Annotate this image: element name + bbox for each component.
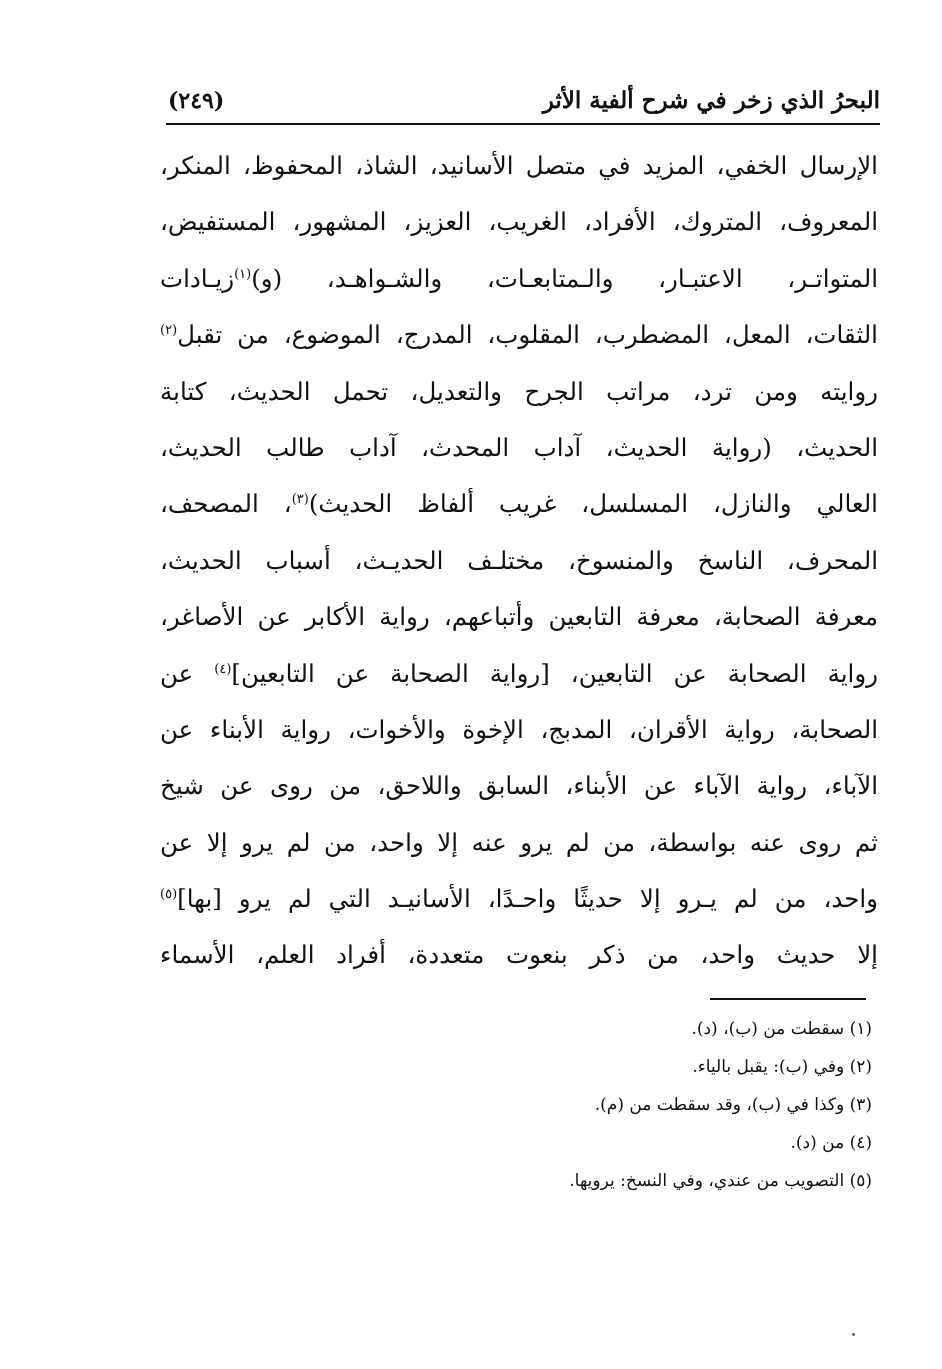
body-line: ثم روى عنه بواسطة، من لم يرو عنه إلا واحد، من لم يرو إلا عن — [160, 827, 878, 857]
body-line: الصحابة، رواية الأقران، المدبج، الإخوة والأخوات، رواية الأبناء عن — [160, 714, 878, 744]
footnote-marker: (٤) — [214, 661, 232, 677]
footnote-marker: (٢) — [160, 323, 178, 339]
footnotes — [152, 1010, 872, 1200]
body-line: الحديث، (رواية الحديث، آداب المحدث، آداب طالب الحديث، — [160, 432, 878, 462]
body-line: الآباء، رواية الآباء عن الأبناء، السابق واللاحق، من روى عن شيخ — [160, 771, 878, 801]
body-line: الثقات، المعل، المضطرب، المقلوب، المدرج، الموضوع، من تقبل$^{(٢)}$ — [160, 320, 878, 350]
footnote: (٣) وكذا في (ب)، وقد سقطت من (م). — [594, 1095, 872, 1115]
footnote-marker: (٣) — [291, 492, 309, 508]
body-line: إلا حديث واحد، من ذكر بنعوت متعددة، أفراد العلم، الأسماء — [160, 940, 878, 970]
footnote-separator — [710, 998, 866, 1000]
body-line: الإرسال الخفي، المزيد في متصل الأسانيد، الشاذ، المحفوظ، المنكر، — [160, 151, 878, 180]
body-line: روايته ومن ترد، مراتب الجرح والتعديل، تحمل الحديث، كتابة — [160, 376, 878, 406]
body-line: معرفة الصحابة، معرفة التابعين وأتباعهم، رواية الأكابر عن الأصاغر، — [160, 602, 878, 632]
body-line: رواية الصحابة عن التابعين، [رواية الصحابة عن التابعين]$^{(٤)}$ عن — [160, 658, 878, 688]
body-line: المتواتـر، الاعتبـار، والـمتابعـات، والشـواهـد، (و)$^{(١)}$زيـادات — [160, 263, 878, 293]
header-rule — [166, 123, 880, 125]
body-line: المعروف، المتروك، الأفراد، الغريب، العزيز، المشهور، المستفيض، — [160, 207, 878, 237]
page-number: (٢٤٩) — [168, 88, 225, 114]
scan-speck — [852, 1333, 855, 1336]
footnote: (٤) من (د). — [790, 1133, 872, 1153]
footnote-marker: (١) — [234, 266, 252, 282]
body-text — [160, 138, 878, 984]
footnote-marker: (٥) — [160, 886, 178, 902]
running-title: البحرُ الذي زخر في شرح ألفية الأثر — [542, 87, 880, 114]
body-line: واحد، من لم يـرو إلا حديثًا واحـدًا، الأسانيـد التي لم يرو [بها]$^{(٥)}$ — [160, 884, 878, 914]
body-line: المحرف، الناسخ والمنسوخ، مختلـف الحديـث، أسباب الحديث، — [160, 545, 878, 575]
page-header — [168, 70, 880, 114]
footnote: (١) سقطت من (ب)، (د). — [691, 1019, 872, 1039]
footnote: (٥) التصويب من عندي، وفي النسخ: يرويها. — [569, 1171, 872, 1191]
footnote: (٢) وفي (ب): يقبل بالياء. — [692, 1057, 872, 1077]
body-line: العالي والنازل، المسلسل، غريب ألفاظ الحديث)$^{(٣)}$، المصحف، — [160, 489, 878, 519]
